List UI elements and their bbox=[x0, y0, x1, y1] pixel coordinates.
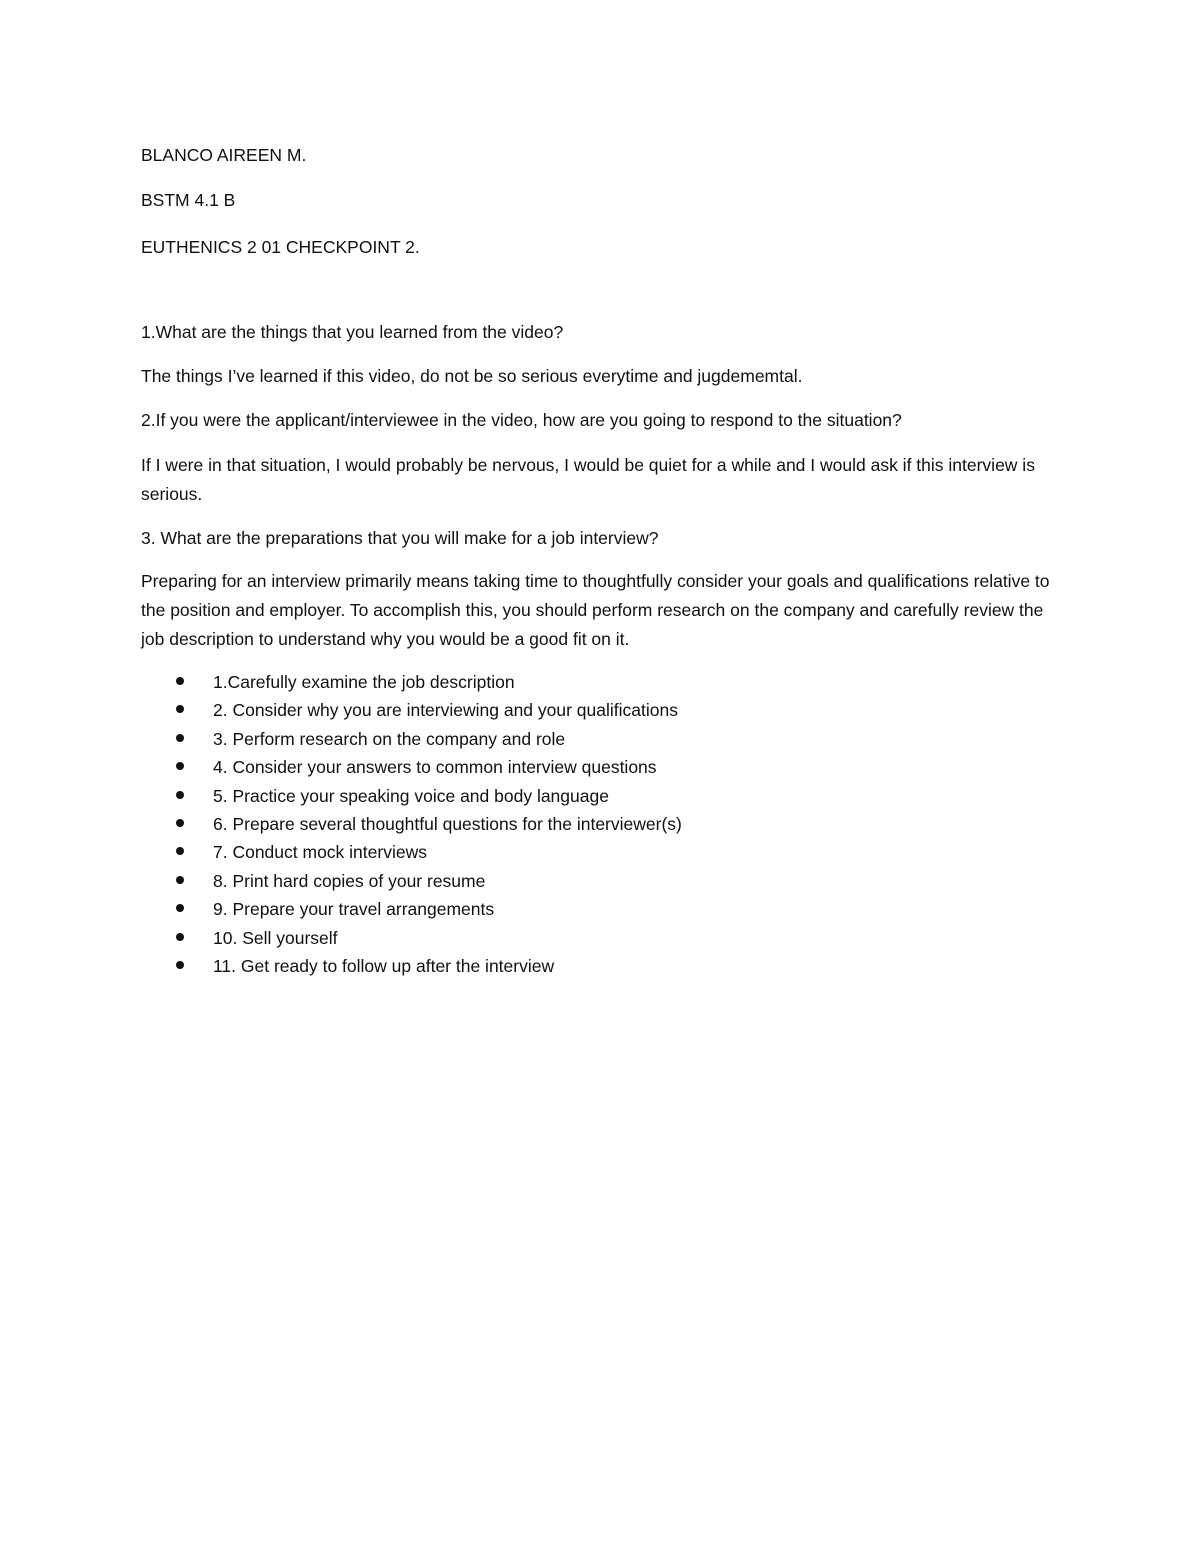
bullet-icon bbox=[176, 904, 184, 912]
course-section: BSTM 4.1 B bbox=[141, 190, 236, 210]
list-item-text: 4. Consider your answers to common interview questions bbox=[213, 757, 657, 778]
bullet-icon bbox=[176, 819, 184, 827]
list-item bbox=[141, 725, 1041, 753]
list-item-text: 1.Carefully examine the job description bbox=[213, 672, 515, 692]
list-item-text: 7. Conduct mock interviews bbox=[213, 842, 427, 863]
list-item bbox=[141, 838, 1041, 866]
question-1: 1.What are the things that you learned from the video? bbox=[141, 322, 564, 342]
answer-1: The things I’ve learned if this video, do not be so serious everytime and jugdememtal. bbox=[141, 366, 803, 386]
list-item-text: 9. Prepare your travel arrangements bbox=[213, 899, 495, 920]
list-item-text: 5. Practice your speaking voice and body language bbox=[213, 785, 609, 806]
bullet-icon bbox=[176, 961, 184, 969]
list-item-text: 11. Get ready to follow up after the interview bbox=[213, 955, 555, 976]
subject-checkpoint: EUTHENICS 2 01 CHECKPOINT 2. bbox=[141, 237, 420, 257]
bullet-icon bbox=[176, 762, 184, 770]
question-2: 2.If you were the applicant/interviewee in the video, how are you going to respond to the situation? bbox=[141, 410, 902, 430]
list-item bbox=[141, 924, 1041, 952]
bullet-icon bbox=[176, 705, 184, 713]
answer-2: If I were in that situation, I would probably be nervous, I would be quiet for a while and I would ask if this interview is serious. bbox=[141, 455, 1035, 504]
list-item bbox=[141, 668, 1041, 696]
bullet-icon bbox=[176, 933, 184, 941]
list-item bbox=[141, 895, 1041, 923]
answer-3: Preparing for an interview primarily means taking time to thoughtfully consider your goals and qualifications relative to the position and employer. To accomplish this, you should perform research on the company and carefully review the job description to understand why you would be a good fit on it. bbox=[141, 571, 1050, 649]
list-item bbox=[141, 867, 1041, 895]
preparation-list bbox=[141, 668, 1041, 980]
list-item bbox=[141, 952, 1041, 980]
bullet-icon bbox=[176, 677, 184, 685]
list-item bbox=[141, 753, 1041, 781]
list-item bbox=[141, 782, 1041, 810]
list-item bbox=[141, 696, 1041, 724]
student-name: BLANCO AIREEN M. bbox=[141, 145, 307, 165]
list-item-text: 3. Perform research on the company and role bbox=[213, 728, 566, 749]
bullet-icon bbox=[176, 734, 184, 742]
list-item-text: 8. Print hard copies of your resume bbox=[213, 870, 486, 891]
bullet-icon bbox=[176, 847, 184, 855]
question-3: 3. What are the preparations that you will make for a job interview? bbox=[141, 528, 659, 548]
bullet-icon bbox=[176, 791, 184, 799]
list-item bbox=[141, 810, 1041, 838]
list-item-text: 10. Sell yourself bbox=[213, 927, 338, 948]
list-item-text: 6. Prepare several thoughtful questions for the interviewer(s) bbox=[213, 813, 682, 834]
list-item-text: 2. Consider why you are interviewing and your qualifications bbox=[213, 700, 678, 721]
bullet-icon bbox=[176, 876, 184, 884]
